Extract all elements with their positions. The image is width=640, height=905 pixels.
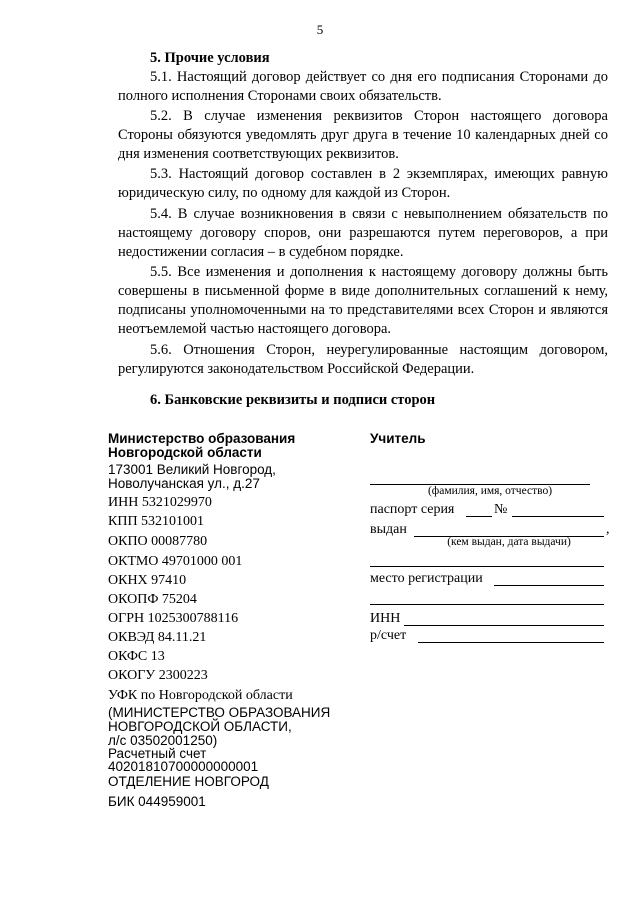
clause-5-4: 5.4. В случае возникновения в связи с невыполнением обязательств по настоящему договору споров, они разрешаются путем переговоров, а при недостижении согласия – в судебном порядке. (118, 206, 608, 260)
teacher-account-field[interactable] (418, 642, 604, 643)
org-name-line2: Новгородской области (108, 445, 262, 460)
okonh: ОКНХ 97410 (108, 573, 187, 588)
bik: БИК 044959001 (108, 794, 206, 809)
okopf: ОКОПФ 75204 (108, 592, 197, 607)
okfs: ОКФС 13 (108, 649, 165, 664)
passport-series-field[interactable] (466, 516, 492, 517)
issued-label: выдан (370, 522, 407, 537)
okved: ОКВЭД 84.11.21 (108, 630, 207, 645)
registration-field[interactable] (494, 585, 604, 586)
clause-5-2: 5.2. В случае изменения реквизитов Сторон настоящего договора Стороны обязуются уведомлять друг друга в течение 10 календарных дней со дня изменения соответствующих реквизитов. (118, 108, 608, 162)
ufk-line3: НОВГОРОДСКОЙ ОБЛАСТИ, (108, 719, 292, 734)
okpo: ОКПО 00087780 (108, 534, 208, 549)
account-number: 40201810700000000001 (108, 759, 259, 774)
inn: ИНН 5321029970 (108, 495, 212, 510)
clause-5-3: 5.3. Настоящий договор составлен в 2 экземплярах, имеющих равную юридическую силу, по одному для каждой из Сторон. (118, 166, 608, 201)
section6-title: 6. Банковские реквизиты и подписи сторон (150, 392, 436, 408)
bank-branch: ОТДЕЛЕНИЕ НОВГОРОД (108, 774, 269, 789)
registration-label: место регистрации (370, 571, 483, 586)
kpp: КПП 532101001 (108, 514, 205, 529)
number-sign: № (494, 502, 508, 517)
clause-5-1: 5.1. Настоящий договор действует со дня его подписания Сторонами до полного исполнения Сторонами своих обязательств. (118, 69, 608, 104)
teacher-inn-label: ИНН (370, 611, 401, 626)
registration-continuation-line[interactable] (370, 604, 604, 605)
teacher-inn-field[interactable] (404, 625, 604, 626)
ufk-line4: л/с 03502001250) (108, 733, 218, 748)
passport-number-field[interactable] (512, 516, 604, 517)
oktmo: ОКТМО 49701000 001 (108, 554, 243, 569)
ufk: УФК по Новгородской области (108, 688, 293, 703)
address-line2: Новолучанская ул., д.27 (108, 476, 260, 491)
issued-caption: (кем выдан, дата выдачи) (447, 536, 571, 548)
name-caption: (фамилия, имя, отчество) (427, 485, 553, 497)
teacher-account-label: р/счет (370, 628, 407, 643)
section5-title: 5. Прочие условия (150, 50, 270, 66)
ogrn: ОГРН 1025300788116 (108, 611, 239, 626)
clause-5-5: 5.5. Все изменения и дополнения к настоящему договору должны быть совершены в письменной форме в виде дополнительных соглашений к нему, подписаны уполномоченными на то представителями всех Сторон и являются неотъемлемой частью настоящего договора. (118, 264, 608, 337)
okogu: ОКОГУ 2300223 (108, 668, 208, 683)
org-name-line1: Министерство образования (108, 431, 296, 446)
account-label: Расчетный счет (108, 746, 207, 761)
issued-continuation-line[interactable] (370, 566, 604, 567)
ufk-line2: (МИНИСТЕРСТВО ОБРАЗОВАНИЯ (108, 705, 331, 720)
passport-series-label: паспорт серия (370, 502, 455, 517)
address-line1: 173001 Великий Новгород, (108, 462, 276, 477)
teacher-title: Учитель (370, 431, 426, 446)
page-number: 5 (316, 22, 324, 37)
clause-5-6: 5.6. Отношения Сторон, неурегулированные настоящим договором, регулируются законодательством Российской Федерации. (118, 342, 608, 377)
issued-comma: , (606, 522, 610, 537)
